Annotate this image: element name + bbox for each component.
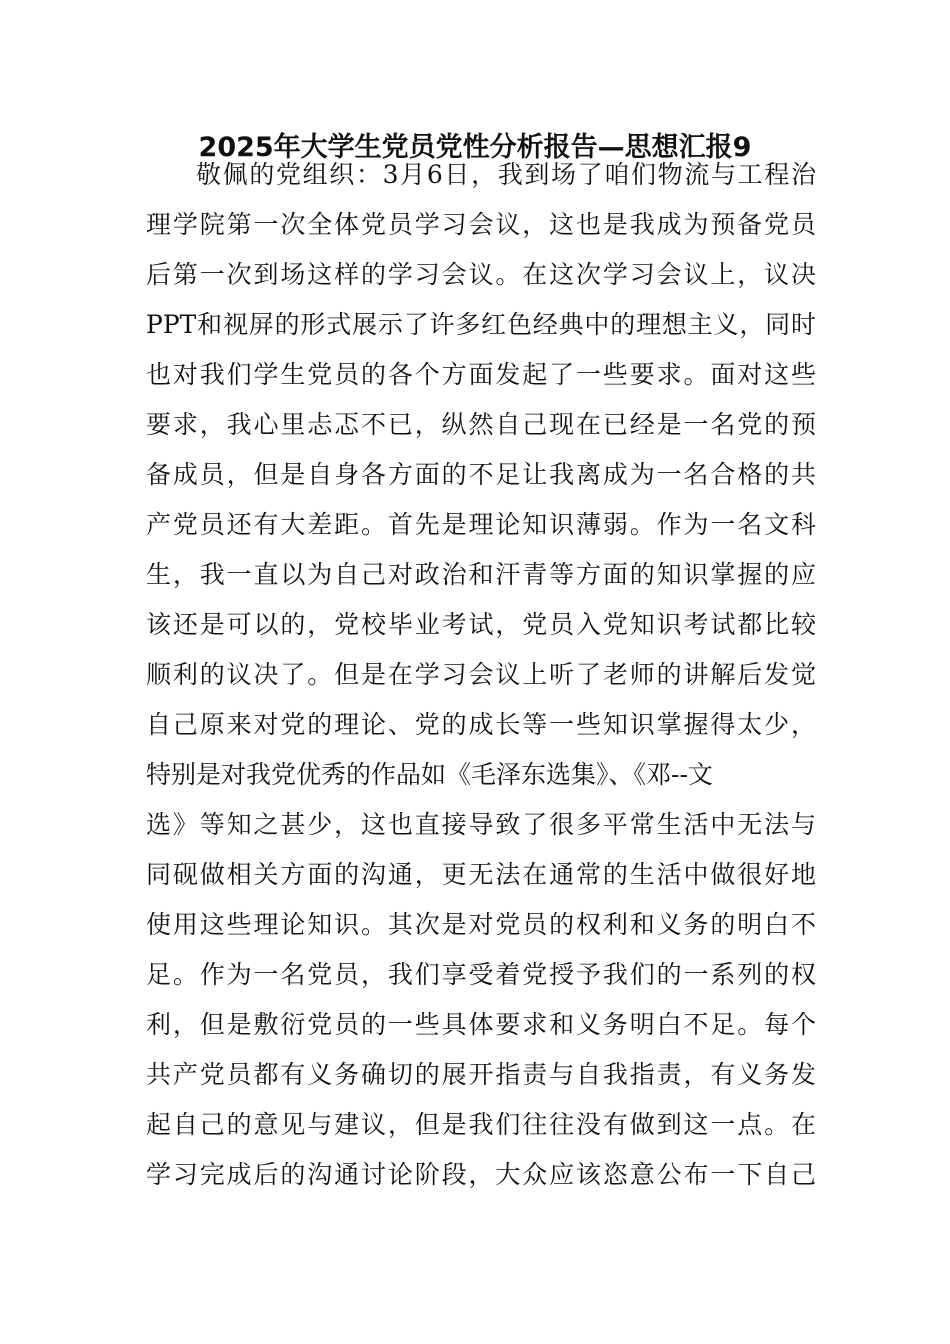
body-line: 学习完成后的沟通讨论阶段，大众应该恣意公布一下自己 (146, 1160, 816, 1189)
body-line: 备成员，但是自身各方面的不足让我离成为一名合格的共 (146, 460, 816, 489)
body-line: 利，但是敷衍党员的一些具体要求和义务明白不足。每个 (146, 1010, 816, 1039)
body-line: 起自己的意见与建议，但是我们往往没有做到这一点。在 (146, 1110, 816, 1139)
body-line: 共产党员都有义务确切的展开指责与自我指责，有义务发 (146, 1060, 816, 1089)
body-line: 自己原来对党的理论、党的成长等一些知识掌握得太少， (146, 710, 816, 739)
body-line: 使用这些理论知识。其次是对党员的权利和义务的明白不 (146, 910, 816, 939)
body-line: 顺利的议决了。但是在学习会议上听了老师的讲解后发觉 (146, 660, 816, 689)
body-line: 该还是可以的，党校毕业考试，党员入党知识考试都比较 (146, 610, 816, 639)
body-line: 敬佩的党组织：3月6日，我到场了咱们物流与工程治 (196, 160, 816, 189)
body-line: 生，我一直以为自己对政治和汗青等方面的知识掌握的应 (146, 560, 816, 589)
body-line: 后第一次到场这样的学习会议。在这次学习会议上，议决 (146, 260, 816, 289)
body-line: 要求，我心里忐忑不已，纵然自己现在已经是一名党的预 (146, 410, 816, 439)
body-line: 理学院第一次全体党员学习会议，这也是我成为预备党员 (146, 210, 816, 239)
body-line: 足。作为一名党员，我们享受着党授予我们的一系列的权 (146, 960, 816, 989)
body-line: 同砚做相关方面的沟通，更无法在通常的生活中做很好地 (146, 860, 816, 889)
body-line: 也对我们学生党员的各个方面发起了一些要求。面对这些 (146, 360, 816, 389)
document-title: 2025年大学生党员党性分析报告—思想汇报9 (198, 132, 752, 163)
body-line: 选》等知之甚少，这也直接导致了很多平常生活中无法与 (146, 810, 816, 839)
body-line: 产党员还有大差距。首先是理论知识薄弱。作为一名文科 (146, 510, 816, 539)
body-line: 特别是对我党优秀的作品如《毛泽东选集》、《邓--文 (146, 760, 713, 789)
document-body (146, 150, 816, 1200)
body-line: PPT和视屏的形式展示了许多红色经典中的理想主义，同时 (146, 310, 816, 339)
